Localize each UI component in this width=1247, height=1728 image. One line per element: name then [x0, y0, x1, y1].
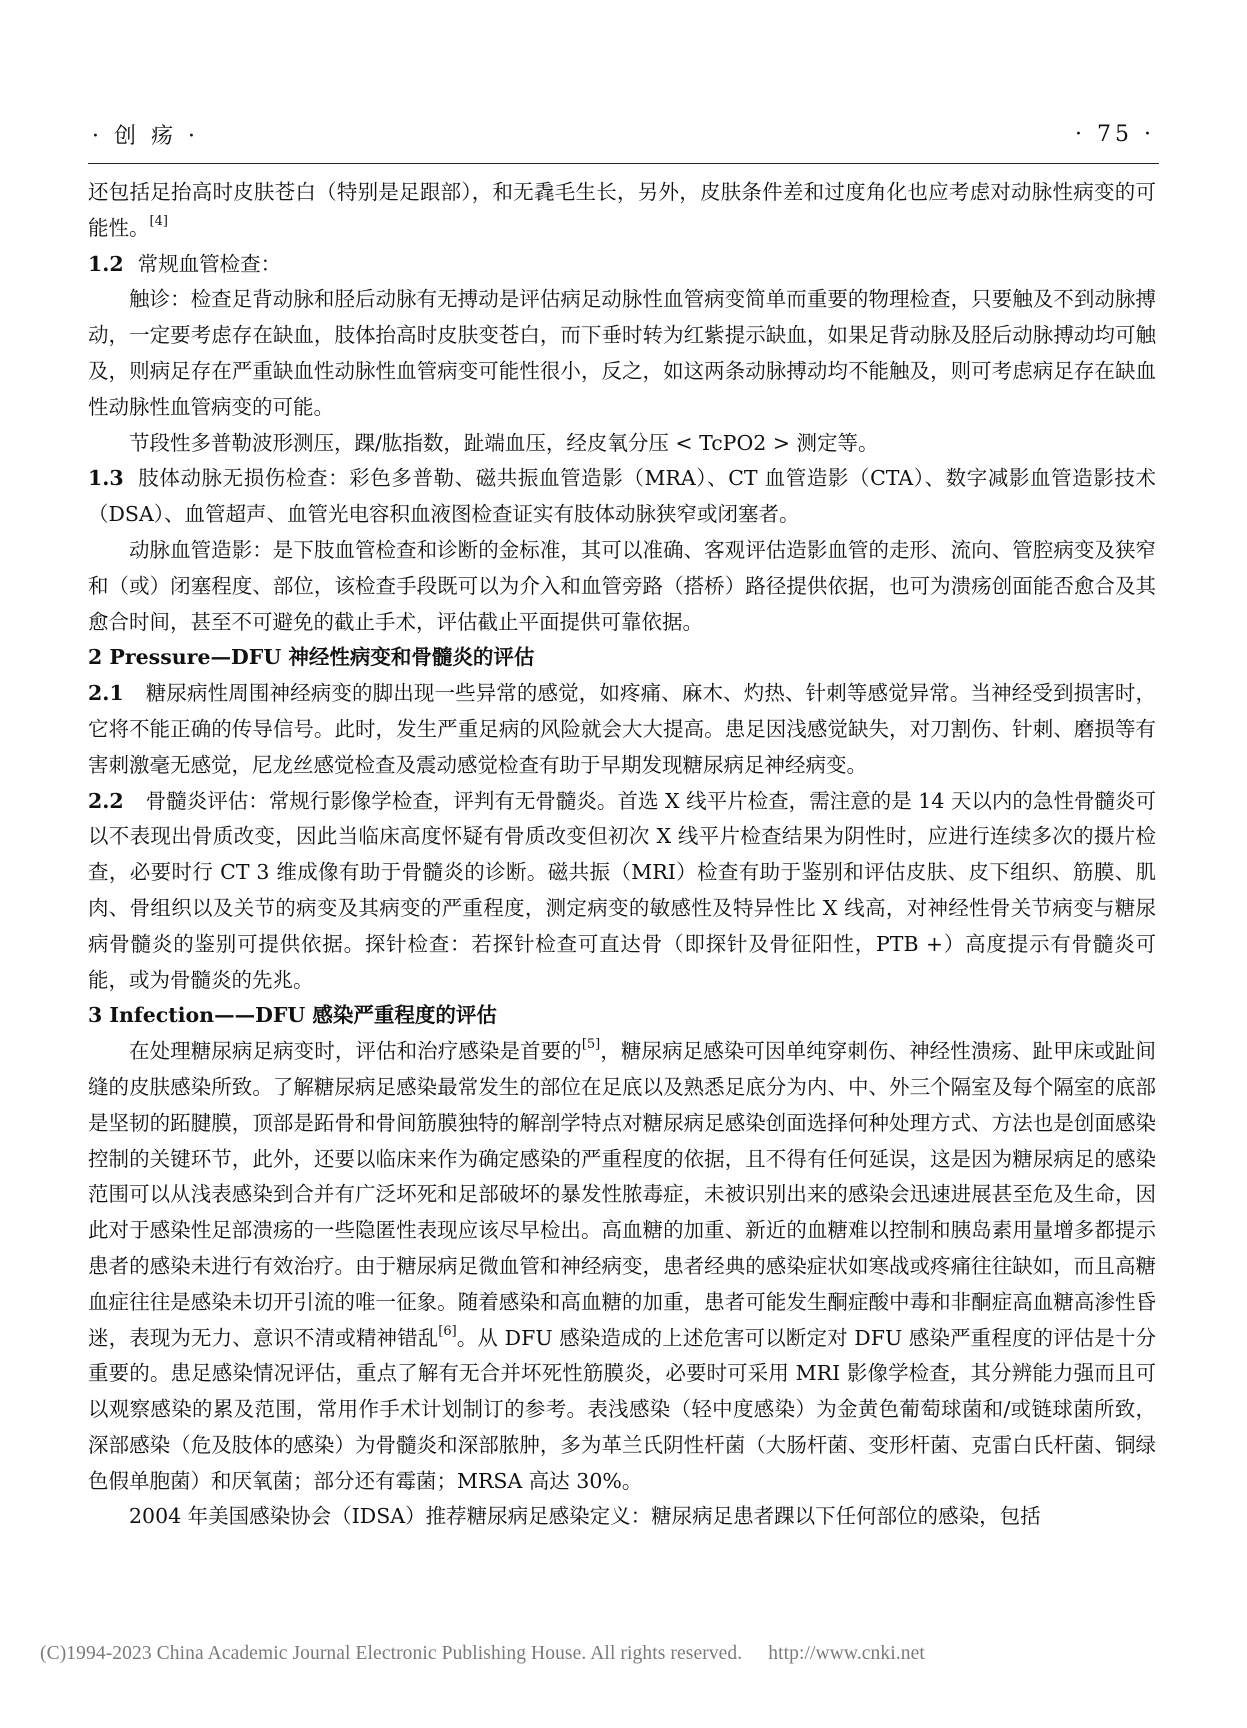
section-2-2	[88, 784, 1156, 999]
copyright-text: (C)1994-2023 China Academic Journal Electronic Publishing House. All rights reserved.	[40, 1643, 743, 1664]
section-1-2	[88, 247, 1156, 283]
section-number: 2.2	[88, 788, 124, 813]
section-number: 1.2	[88, 251, 124, 276]
section-2-heading: 2 Pressure—DFU 神经性病变和骨髓炎的评估	[88, 645, 535, 670]
paragraph-text: 在处理糖尿病足病变时，评估和治疗感染是首要的	[129, 1039, 582, 1064]
copyright-footer	[40, 1643, 1207, 1665]
paragraph-palpation: 触诊：检查足背动脉和胫后动脉有无搏动是评估病足动脉性血管病变简单而重要的物理检查，只要触及不到动脉搏动，一定要考虑存在缺血，肢体抬高时皮肤变苍白，而下垂时转为红紫提示缺血，如果足背动脉及胫后动脉搏动均可触及，则病足存在严重缺血性动脉性血管病变可能性很小，反之，如这两条动脉搏动均不能触及，则可考虑病足存在缺血性动脉性血管病变的可能。	[88, 287, 1156, 419]
paragraph-text: 。从 DFU 感染造成的上述危害可以断定对 DFU 感染严重程度的评估是十分重要的。患足感染情况评估，重点了解有无合并坏死性筋膜炎，必要时可采用 MRI 影像学检查，其分辨能力强而且可以观察感染的累及范围，常用作手术计划制订的参考。表浅感染（轻中度感染）为金黄色葡萄球菌和/或链球菌所致，深部感染（危及肢体的感染）为骨髓炎和深部脓肿，多为革兰氏阴性杆菌（大肠杆菌、变形杆菌、克雷白氏杆菌、铜绿色假单胞菌）和厌氧菌；部分还有霉菌；MRSA 高达 30%。	[88, 1325, 1157, 1493]
section-number: 2.1	[88, 681, 124, 706]
paragraph-intro	[88, 175, 1156, 247]
cnki-link[interactable]: http://www.cnki.net	[768, 1643, 925, 1664]
paragraph-infection	[88, 1034, 1156, 1499]
header-divider	[88, 163, 1159, 164]
paragraph-text: ，糖尿病足感染可因单纯穿刺伤、神经性溃疡、趾甲床或趾间缝的皮肤感染所致。了解糖尿病足感染最常发生的部位在足底以及熟悉足底分为内、中、外三个隔室及每个隔室的底部是坚韧的跖腱膜，顶部是跖骨和骨间筋膜独特的解剖学特点对糖尿病足感染创面选择何种处理方式、方法也是创面感染控制的关键环节，此外，还要以临床来作为确定感染的严重程度的依据，且不得有任何延误，这是因为糖尿病足的感染范围可以从浅表感染到合并有广泛坏死和足部破坏的暴发性脓毒症，未被识别出来的感染会迅速进展甚至危及生命，因此对于感染性足部溃疡的一些隐匿性表现应该尽早检出。高血糖的加重、新近的血糖难以控制和胰岛素用量增多都提示患者的感染未进行有效治疗。由于糖尿病足微血管和神经病变，患者经典的感染症状如寒战或疼痛往往缺如，而且高糖血症往往是感染未切开引流的唯一征象。随着感染和高血糖的加重，患者可能发生酮症酸中毒和非酮症高血糖高渗性昏迷，表现为无力、意识不清或精神错乱	[88, 1039, 1157, 1350]
section-text: 糖尿病性周围神经病变的脚出现一些异常的感觉，如疼痛、麻木、灼热、针刺等感觉异常。当神经受到损害时，它将不能正确的传导信号。此时，发生严重足病的风险就会大大提高。患足因浅感觉缺失，对刀割伤、针刺、磨损等有害刺激毫无感觉，尼龙丝感觉检查及震动感觉检查有助于早期发现糖尿病足神经病变。	[88, 681, 1156, 777]
paragraph-idsa: 2004 年美国感染协会（IDSA）推荐糖尿病足感染定义：糖尿病足患者踝以下任何部位的感染，包括	[129, 1504, 1041, 1529]
citation-6: [6]	[438, 1323, 457, 1339]
citation-5: [5]	[581, 1037, 601, 1053]
section-3-heading: 3 Infection——DFU 感染严重程度的评估	[88, 1003, 497, 1028]
section-number: 1.3	[88, 466, 124, 491]
section-text: 肢体动脉无损伤检查：彩色多普勒、磁共振血管造影（MRA）、CT 血管造影（CTA）、数字减影血管造影技术（DSA）、血管超声、血管光电容积血液图检查证实有肢体动脉狭窄或闭塞者。	[88, 466, 1156, 527]
section-title: 常规血管检查：	[137, 251, 282, 276]
article-body	[88, 175, 1156, 1535]
section-2-1	[88, 676, 1156, 783]
paragraph-angiography: 动脉血管造影：是下肢血管检查和诊断的金标准，其可以准确、客观评估造影血管的走形、流向、管腔病变及狭窄和（或）闭塞程度、部位，该检查手段既可以为介入和血管旁路（搭桥）路径提供依据，也可为溃疡创面能否愈合及其愈合时间，甚至不可避免的截止手术，评估截止平面提供可靠依据。	[88, 537, 1156, 634]
paragraph-segmental-pressure: 节段性多普勒波形测压，踝/肱指数，趾端血压，经皮氧分压 < TcPO2 > 测定等。	[129, 430, 879, 455]
paragraph-text: 还包括足抬高时皮肤苍白（特别是足跟部），和无毳毛生长，另外，皮肤条件差和过度角化也应考虑对动脉性病变的可能性。	[88, 180, 1156, 240]
running-header	[92, 114, 1155, 154]
page-number: · 75 ·	[1075, 121, 1155, 147]
journal-name: · 创 疡 ·	[92, 123, 199, 149]
citation-4: [4]	[149, 213, 168, 229]
section-text: 骨髓炎评估：常规行影像学检查，评判有无骨髓炎。首选 X 线平片检查，需注意的是 14 天以内的急性骨髓炎可以不表现出骨质改变，因此当临床高度怀疑有骨质改变但初次 X 线平片检查结果为阴性时，应进行连续多次的摄片检查，必要时行 CT 3 维成像有助于骨髓炎的诊断。磁共振（MRI）检查有助于鉴别和评估皮肤、皮下组织、筋膜、肌肉、骨组织以及关节的病变及其病变的严重程度，测定病变的敏感性及特异性比 X 线高，对神经性骨关节病变与糖尿病骨髓炎的鉴别可提供依据。探针检查：若探针检查可直达骨（即探针及骨征阳性，PTB +）高度提示有骨髓炎可能，或为骨髓炎的先兆。	[88, 788, 1156, 992]
section-1-3	[88, 461, 1156, 533]
